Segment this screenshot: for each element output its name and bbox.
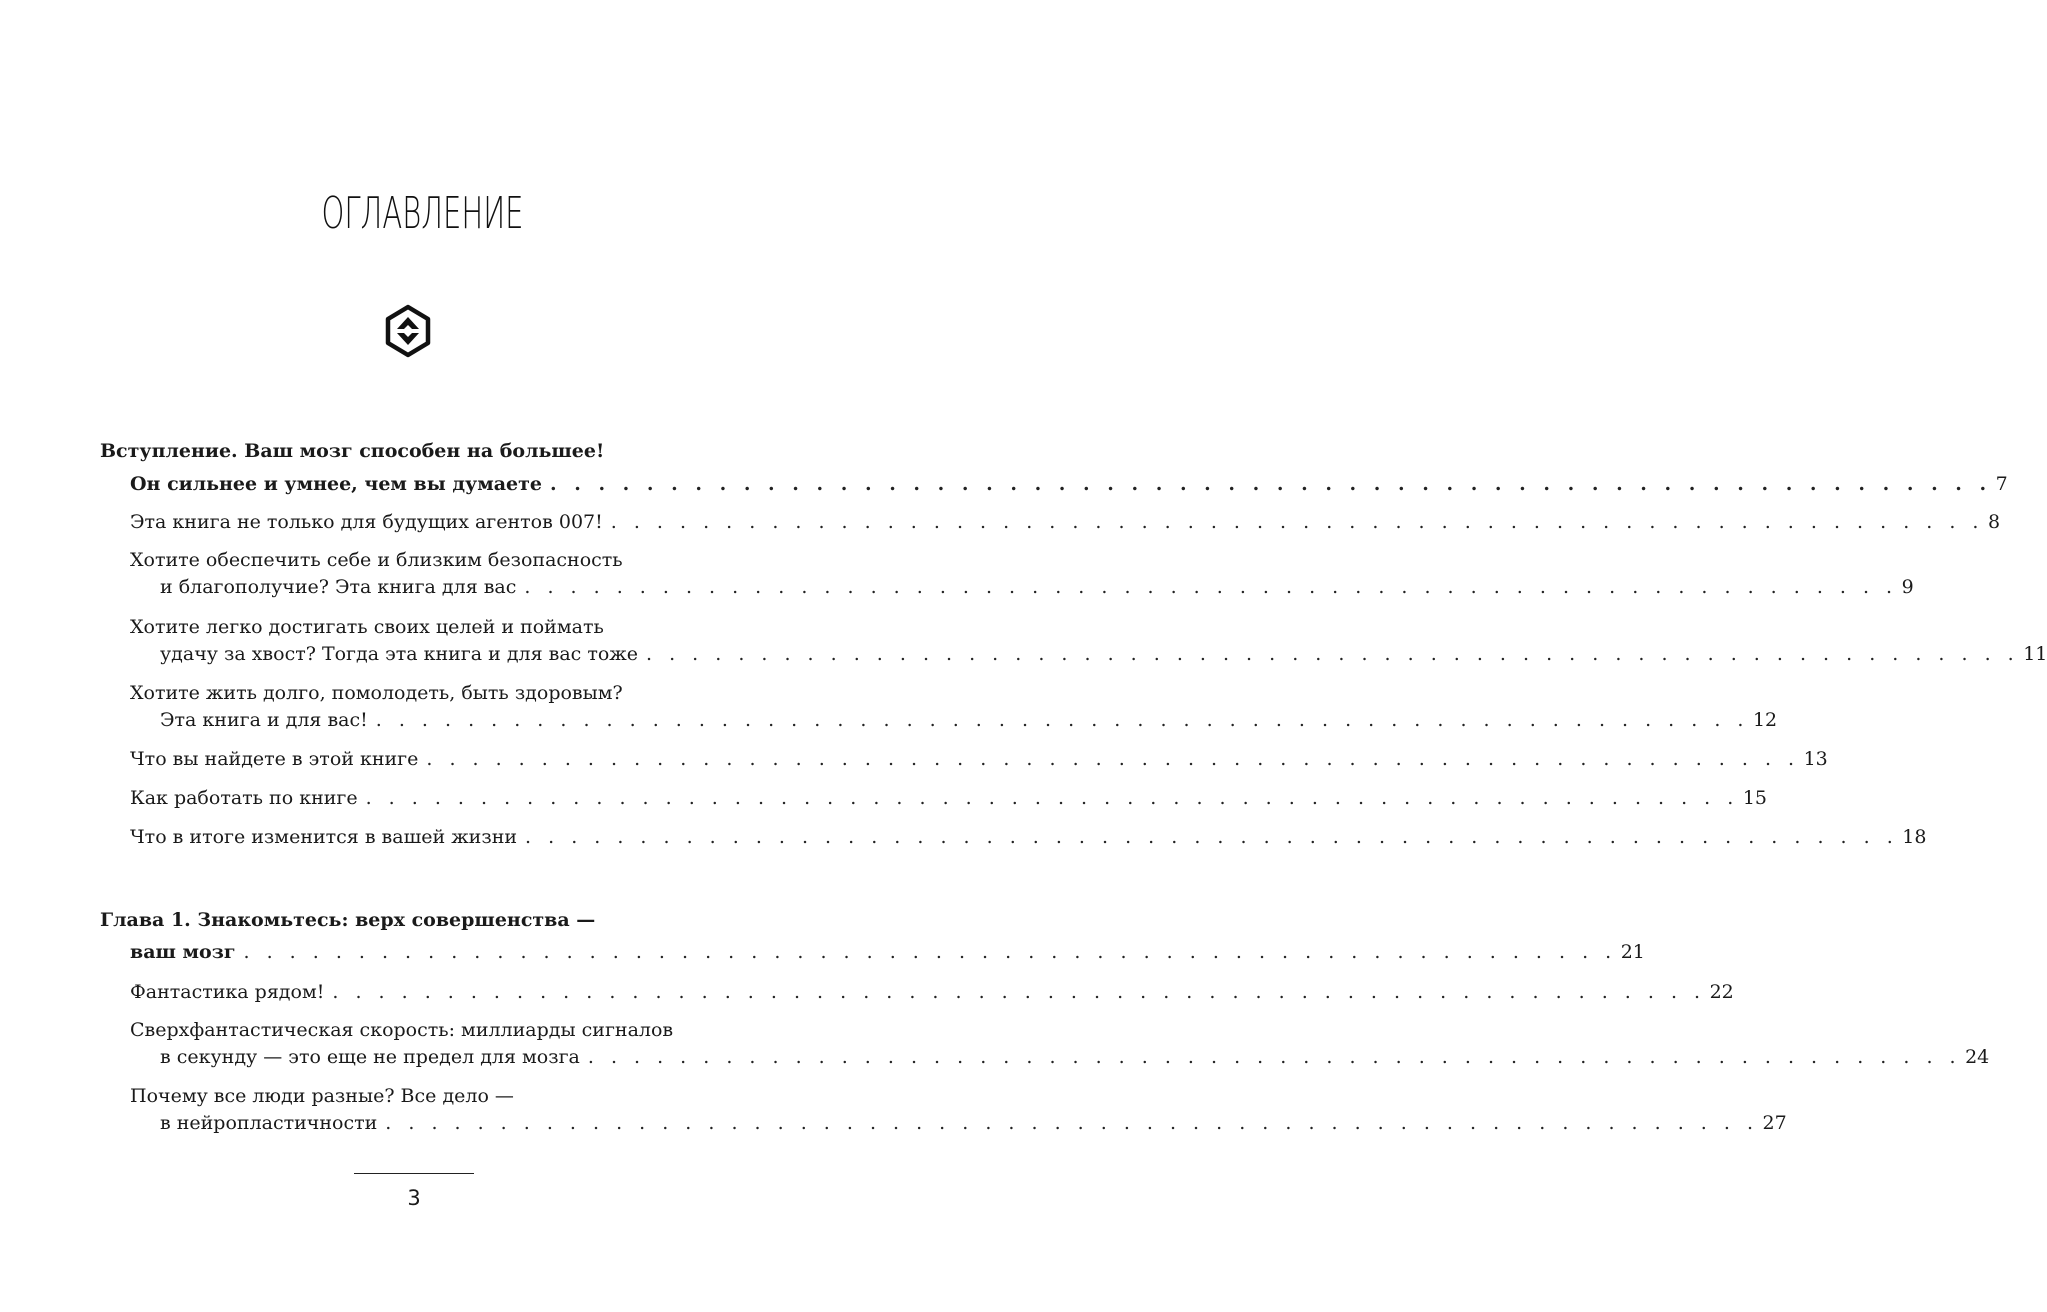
entry-text-line1[interactable]: Хотите обеспечить себе и близким безопасность [130,549,623,571]
entry-text-line1[interactable]: Сверхфантастическая скорость: миллиарды сигналов [130,1019,674,1041]
dot-leader: . . . . . . . . . . . . . . . . . . . . . . . . . . . . . . . . . . . . . . . . . . . . . . . . . . . . . . . . . . . . [525,826,1899,848]
page-ref: 24 [1965,1046,1990,1068]
intro-title-line2: Он сильнее и умнее, чем вы думаете [130,473,542,495]
chapter1-title-line1[interactable]: Глава 1. Знакомьтесь: верх совершенства — [100,909,596,931]
table-of-contents [100,0,2047,1312]
chapter1-title-entry[interactable] [130,938,1645,966]
entry-text-line1[interactable]: Хотите жить долго, помолодеть, быть здоровым? [130,682,623,704]
entry-text-line1[interactable]: Почему все люди разные? Все дело — [130,1085,514,1107]
toc-entry[interactable] [130,823,1927,851]
toc-entry[interactable] [160,706,1778,734]
chapter1-title-line2: ваш мозг [130,941,236,963]
toc-entry[interactable] [130,784,1767,812]
page-ref: 13 [1803,748,1828,770]
intro-title-line1[interactable]: Вступление. Ваш мозг способен на большее! [100,440,605,462]
dot-leader: . . . . . . . . . . . . . . . . . . . . . . . . . . . . . . . . . . . . . . . . . . . . . . . . . . . . . . . . . . . . [646,643,2020,665]
dot-leader: . . . . . . . . . . . . . . . . . . . . . . . . . . . . . . . . . . . . . . . . . . . . . . . . . . . . . . . . . . . . [365,787,1739,809]
dot-leader: . . . . . . . . . . . . . . . . . . . . . . . . . . . . . . . . . . . . . . . . . . . . . . . . . . . . . . . . . . . . [610,511,1984,533]
toc-entry[interactable] [160,640,2047,668]
page-ref: 11 [2023,643,2047,665]
page-ref: 15 [1742,787,1767,809]
toc-entry[interactable] [160,573,1914,601]
dot-leader: . . . . . . . . . . . . . . . . . . . . . . . . . . . . . . . . . . . . . . . . . . . . . . . . . . . . . . . . . . . . [524,576,1898,598]
entry-text: Что вы найдете в этой книге [130,748,419,770]
toc-entry[interactable] [160,1109,1787,1137]
footer-divider [354,1173,474,1174]
entry-text: Что в итоге изменится в вашей жизни [130,826,518,848]
entry-text-line2: в нейропластичности [160,1112,378,1134]
entry-text: Эта книга не только для будущих агентов 007! [130,511,603,533]
toc-entry[interactable] [130,978,1734,1006]
entry-text-line2: и благополучие? Эта книга для вас [160,576,517,598]
page-ref: 12 [1752,709,1778,731]
dot-leader: . . . . . . . . . . . . . . . . . . . . . . . . . . . . . . . . . . . . . . . . . . . . . . . . . . . . . . . . . . . . [375,709,1749,731]
dot-leader: . . . . . . . . . . . . . . . . . . . . . . . . . . . . . . . . . . . . . . . . . . . . . . . . . . . . . . . . . . . . [243,941,1617,963]
toc-entry[interactable] [160,1043,1990,1071]
page-ref: 21 [1620,941,1645,963]
page-title: ОГЛАВЛЕНИЕ [321,188,524,239]
dot-leader: . . . . . . . . . . . . . . . . . . . . . . . . . . . . . . . . . . . . . . . . . . . . . . . . . . . . . . . . . . . . [426,748,1800,770]
page-ref: 9 [1901,576,1914,598]
toc-entry[interactable] [130,508,2001,536]
page-ref: 18 [1902,826,1927,848]
entry-text-line1[interactable]: Хотите легко достигать своих целей и поймать [130,616,604,638]
dot-leader: . . . . . . . . . . . . . . . . . . . . . . . . . . . . . . . . . . . . . . . . . . . . . . . . . . . . . . . . . . . . [549,473,1992,495]
entry-text: Фантастика рядом! [130,981,325,1003]
dot-leader: . . . . . . . . . . . . . . . . . . . . . . . . . . . . . . . . . . . . . . . . . . . . . . . . . . . . . . . . . . . . [385,1112,1759,1134]
page-number: 3 [407,1186,421,1210]
page-ref: 8 [1987,511,2001,533]
entry-text-line2: удачу за хвост? Тогда эта книга и для вас тоже [160,643,638,665]
intro-title-entry[interactable] [130,470,2008,498]
page-ref: 22 [1709,981,1734,1003]
page-ref: 27 [1762,1112,1787,1134]
dot-leader: . . . . . . . . . . . . . . . . . . . . . . . . . . . . . . . . . . . . . . . . . . . . . . . . . . . . . . . . . . . . [332,981,1706,1003]
toc-entry[interactable] [130,745,1828,773]
entry-text-line2: в секунду — это еще не предел для мозга [160,1046,580,1068]
page-ref: 7 [1995,473,2008,495]
entry-text-line2: Эта книга и для вас! [160,709,368,731]
dot-leader: . . . . . . . . . . . . . . . . . . . . . . . . . . . . . . . . . . . . . . . . . . . . . . . . . . . . . . . . . . . . [587,1046,1962,1068]
entry-text: Как работать по книге [130,787,358,809]
